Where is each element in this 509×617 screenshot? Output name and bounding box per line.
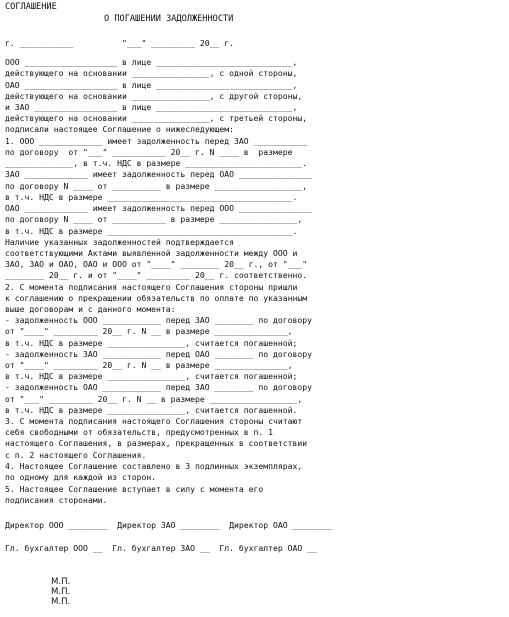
stamp-zao: М.П. [50,587,71,597]
document-line: ООО ___________________ в лице ____________________________, [5,57,298,67]
document-line: в т.ч. НДС в размере ________________, считается погашенной; [5,338,298,348]
document-line: в т.ч. НДС в размере ________________, считается погашенной; [5,371,298,381]
document-line: ______________, в т.ч. НДС в размере ________________________. [5,158,308,168]
document-line: по одному для каждой из сторон. [5,472,157,482]
document-line: ЗАО _____________ имеет задолженность перед ОАО _______________ [5,169,312,179]
document-line: по договору от "___" ___________ 20__ г. N ____ в размере [5,147,293,157]
document-line: в т.ч. НДС в размере ______________________________________. [5,192,298,202]
document-line: действующего на основании ________________, с другой стороны, [5,91,303,101]
document-line: г. ___________ "___" _________ 20__ г. [5,38,235,48]
document-line: настоящего Соглашения, в размерах, прекращенных в соответствии [5,438,308,448]
document-line: ЗАО, ЗАО и ОАО, ОАО и ООО от "____" ________ 20__ г., от "___" [5,259,308,269]
document-line: от "___" _________ 20__ г. N __ в размере __________________, [5,394,303,404]
document-line: - задолженность ОАО ____________ перед ЗАО ________ по договору [5,382,312,392]
document-line: и ЗАО _________________ в лице ____________________________, [5,102,298,112]
document-line: подписания сторонами. [5,495,108,505]
document-line: в т.ч. НДС в размере ________________, считается погашенной. [5,405,298,415]
document-line: по договору N ____ от ___________ в размере ________________, [5,214,303,224]
document-line: 1. ООО _____________ имеет задолженность перед ЗАО ___________ [5,136,308,146]
document-line: выше договорам и с данного момента: [5,304,176,314]
document-line: 4. Настоящее Соглашение составлено в 3 подлинных экземплярах, [5,461,303,471]
document-line: 3. С момента подписания настоящего Соглашения стороны считают [5,416,303,426]
document-line: ОАО _____________ имеет задолженность перед ООО _______________ [5,203,312,213]
document-header-word: СОГЛАШЕНИЕ [5,2,57,12]
document-line: по договору N ____ от __________ в размере __________________, [5,181,308,191]
document-line: 5. Настоящее Соглашение вступает в силу с момента его [5,484,264,494]
director-signatures: Директор ООО ________ Директор ЗАО ________ Директор ОАО ________ [5,520,332,530]
document-line: - задолженность ЗАО ____________ перед ОАО ________ по договору [5,349,312,359]
document-line: соответствующими Актами выявленной задолженности между ООО и [5,248,298,258]
document-line: к соглашению о прекращении обязательств по оплате по указанным [5,293,308,303]
document-line: действующего на основании ________________, с третьей стороны, [5,113,308,123]
document-title: О ПОГАШЕНИИ ЗАДОЛЖЕННОСТИ [104,14,234,24]
document-line: в т.ч. НДС в размере ______________________________________. [5,226,298,236]
document-line: Наличие указанных задолженностей подтверждается [5,237,235,247]
document-line: от "____" _________ 20__ г. N __ в размере _______________, [5,360,293,370]
document-line: ОАО ___________________ в лице ____________________________, [5,80,298,90]
document-line: от "____" _________ 20__ г. N __ в размере _______________, [5,326,293,336]
stamp-oao: М.П. [50,597,71,607]
document-line: подписали настоящее Соглашение о нижеследующем: [5,124,235,134]
document-line: действующего на основании ________________, с одной стороны, [5,68,298,78]
stamp-row [40,567,104,617]
document-line: 2. С момента подписания настоящего Соглашения стороны пришли [5,282,298,292]
stamp-ooo: М.П. [50,577,71,587]
document-line: себя свободными от обязательств, предусмотренных в п. 1 [5,427,274,437]
document-line: - задолженность ООО ____________ перед ЗАО ________ по договору [5,315,312,325]
document-line: с п. 2 настоящего Соглашения. [5,450,147,460]
document-line: ________ 20__ г. и от "____" _________ 20__ г. соответственно. [5,270,308,280]
accountant-signatures: Гл. бухгалтер ООО __ Гл. бухгалтер ЗАО __ Гл. бухгалтер ОАО __ [5,543,317,553]
